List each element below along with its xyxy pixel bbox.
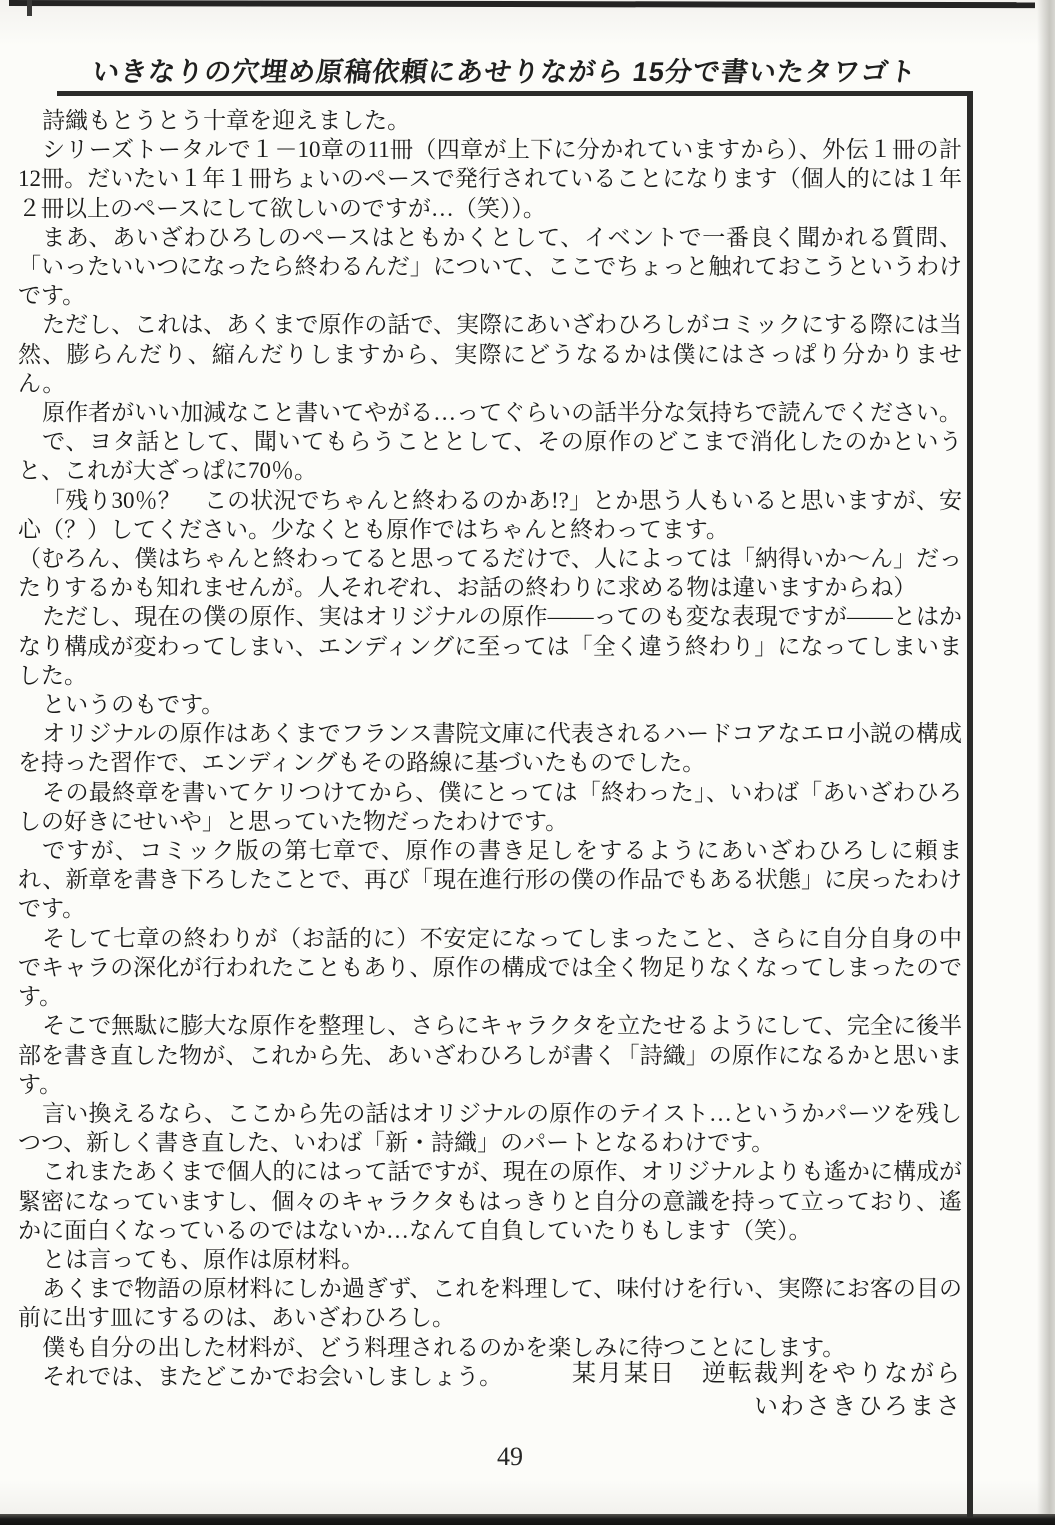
paragraph: そして七章の終わりが（お話的に）不安定になってしまったこと、さらに自分自身の中でキャラの深化が行われたこともあり、原作の構成では全く物足りなくなってしまったのです。 [18, 925, 962, 1010]
scan-corner-mark [27, 0, 32, 16]
paragraph: これまたあくまで個人的にはって話ですが、現在の原作、オリジナルよりも遙かに構成が緊密になっていますし、個々のキャラクタもはっきりと自分の意識を持って立っており、遙かに面白くなっているのではないか…なんて自負していたりもします（笑）。 [18, 1159, 962, 1243]
paragraph: とは言っても、原作は原材料。 [42, 1246, 365, 1272]
paragraph: 「残り30％？ この状況でちゃんと終わるのかあ!?」とか思う人もいると思いますが、安心（？）してください。少なくとも原作ではちゃんと終わってます。 [18, 487, 962, 542]
paragraph: その最終章を書いてケリつけてから、僕にとっては「終わった」、いわば「あいざわひろしの好きにせいや」と思っていた物だったわけです。 [18, 779, 962, 834]
paragraph: （むろん、僕はちゃんと終わってると思ってるだけで、人によっては「納得いか～ん」だったりするかも知れませんが。人それぞれ、お話の終わりに求める物は違いますからね） [18, 546, 962, 601]
body-text [18, 106, 962, 1391]
scan-right-edge [1037, 0, 1055, 1525]
paragraph: それでは、またどこかでお会いしましょう。 [42, 1363, 503, 1389]
page-title: いきなりの穴埋め原稿依頼にあせりながら 15分で書いたタワゴト [90, 57, 919, 87]
paragraph: 詩織もとうとう十章を迎えました。 [42, 108, 411, 133]
frame-top-border [57, 91, 973, 96]
paragraph: あくまで物語の原材料にしか過ぎず、これを料理して、味付けを行い、実際にお客の目の前に出す皿にするのは、あいざわひろし。 [18, 1276, 962, 1331]
signature-date-line: 某月某日 逆転裁判をやりながら [572, 1361, 962, 1387]
signature-author: いわさきひろまさ [754, 1394, 962, 1420]
frame-right-border [967, 91, 973, 1517]
page-number: 49 [497, 1442, 523, 1471]
paragraph: オリジナルの原作はあくまでフランス書院文庫に代表されるハードコアなエロ小説の構成を持った習作で、エンディングもその路線に基づいたものでした。 [18, 721, 962, 776]
paragraph: ですが、コミック版の第七章で、原作の書き足しをするようにあいざわひろしに頼まれ、新章を書き下ろしたことで、再び「現在進行形の僕の作品でもある状態」に戻ったわけです。 [18, 838, 962, 922]
paragraph: ただし、これは、あくまで原作の話で、実際にあいざわひろしがコミックにする際には当然、膨らんだり、縮んだりしますから、実際にどうなるかは僕にはさっぱり分かりません。 [18, 312, 962, 396]
paragraph: 僕も自分の出した材料が、どう料理されるのかを楽しみに待つことにします。 [42, 1334, 846, 1360]
scan-top-edge [9, 0, 1035, 8]
paragraph: ただし、現在の僕の原作、実はオリジナルの原作――ってのも変な表現ですが――とはかなり構成が変わってしまい、エンディングに至っては「全く違う終わり」になってしまいました。 [18, 604, 962, 688]
paragraph: そこで無駄に膨大な原作を整理し、さらにキャラクタを立たせるようにして、完全に後半部を書き直した物が、これから先、あいざわひろしが書く「詩織」の原作になるかと思います。 [18, 1013, 963, 1097]
paragraph: シリーズトータルで１－10章の11冊（四章が上下に分かれていますから）、外伝１冊の計12冊。だいたい１年１冊ちょいのペースで発行されていることになります（個人的には１年２冊以上のペースにして欲しいのですが…（笑））。 [18, 137, 962, 221]
paragraph: 原作者がいい加減なこと書いてやがる…ってぐらいの話半分な気持ちで読んでください。 [42, 400, 962, 426]
paragraph: というのもです。 [42, 692, 225, 718]
paragraph: で、ヨタ話として、聞いてもらうこととして、その原作のどこまで消化したのかというと、これが大ざっぱに70％。 [18, 429, 962, 484]
paragraph: まあ、あいざわひろしのペースはともかくとして、イベントで一番良く聞かれる質問、「いったいいつになったら終わるんだ」について、ここでちょっと触れておこうというわけです。 [18, 224, 962, 309]
paragraph: 言い換えるなら、ここから先の話はオリジナルの原作のテイスト…というかパーツを残しつつ、新しく書き直した、いわば「新・詩織」のパートとなるわけです。 [18, 1100, 962, 1156]
signature-block [572, 1358, 962, 1424]
scan-bottom-edge [0, 1514, 1055, 1525]
